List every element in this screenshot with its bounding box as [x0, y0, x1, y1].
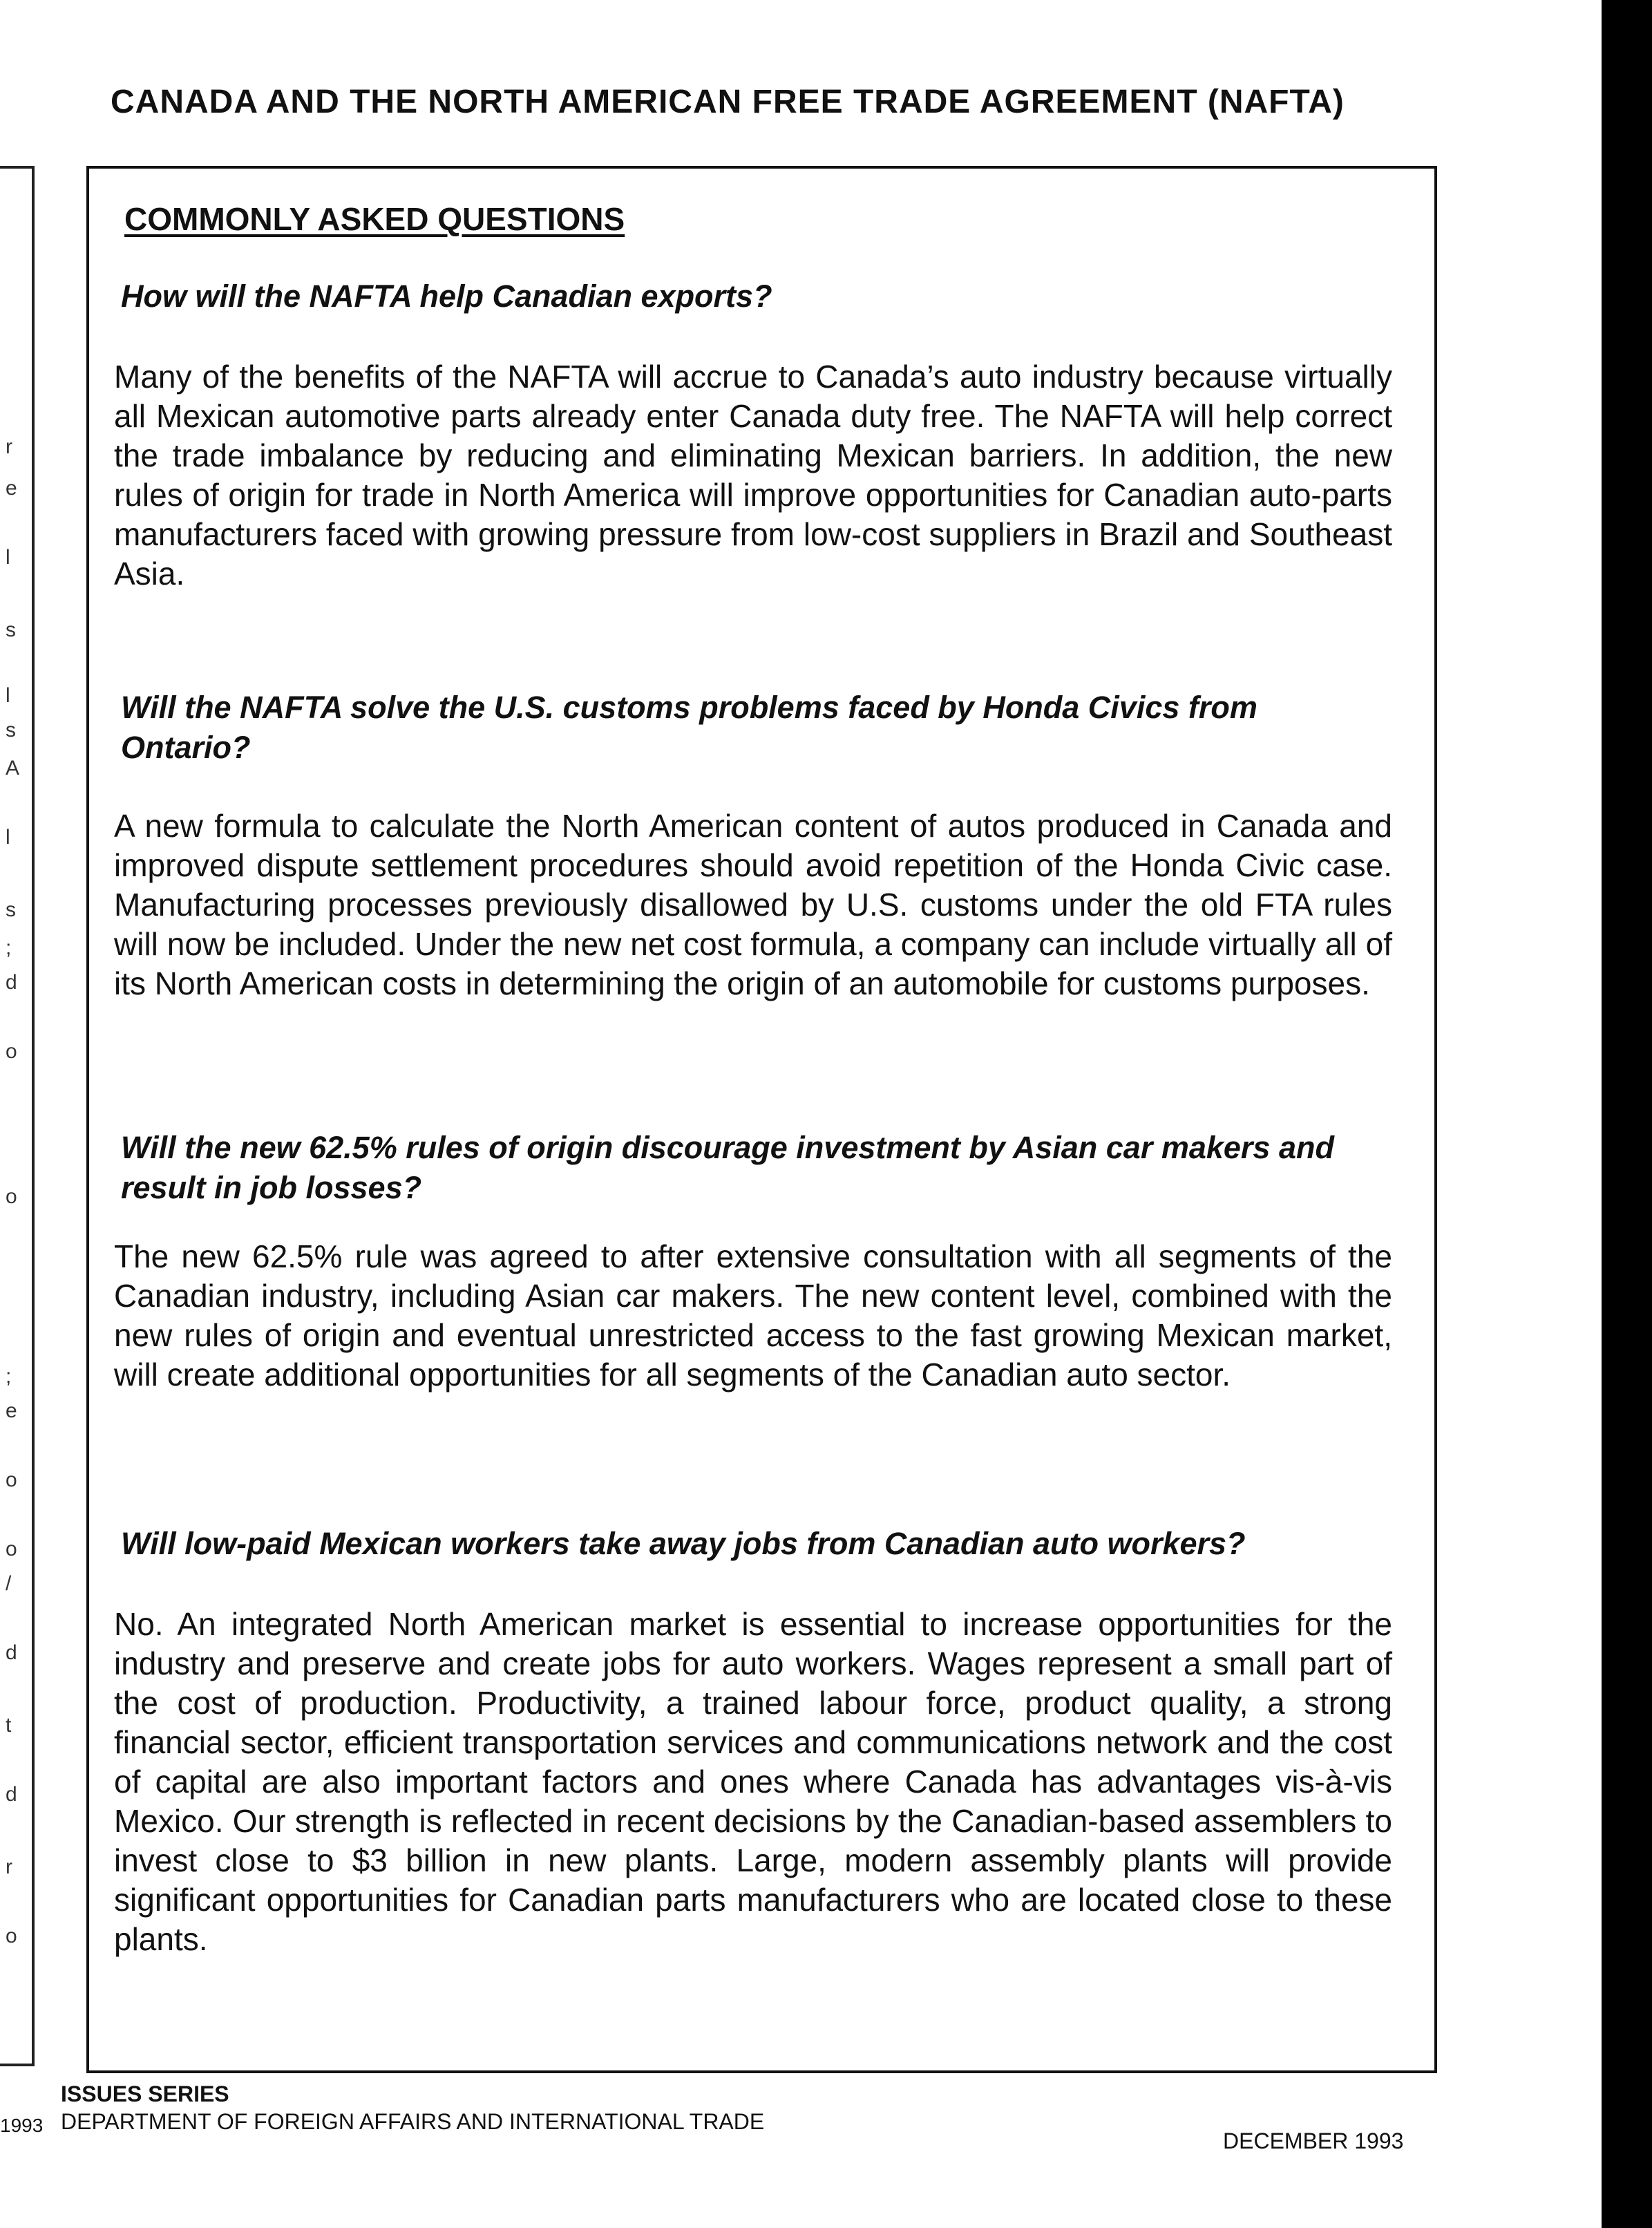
margin-fragment: d [6, 1641, 17, 1664]
margin-fragment: r [6, 435, 12, 458]
margin-fragment: e [6, 477, 17, 500]
margin-fragment: ; [6, 936, 12, 959]
question-1: How will the NAFTA help Canadian exports? [121, 278, 772, 314]
margin-fragment: o [6, 1538, 17, 1560]
question-3: Will the new 62.5% rules of origin discourage investment by Asian car makers and result in job losses? [121, 1130, 1334, 1205]
margin-fragment: s [6, 898, 16, 921]
margin-fragment: o [6, 1925, 17, 1947]
margin-fragment: A [6, 757, 20, 780]
margin-fragment: l [6, 826, 10, 849]
margin-fragment: o [6, 1469, 17, 1491]
answer-3: The new 62.5% rule was agreed to after extensive consultation with all segments of the Canadian industry, including Asian car makers. The new content level, combined with the new rules of origin and eventual unrestricted access to the fast growing Mexican market, will create additional opportunities for all segments of the Canadian auto sector. [114, 1238, 1392, 1392]
footer-department: DEPARTMENT OF FOREIGN AFFAIRS AND INTERNATIONAL TRADE [61, 2109, 765, 2134]
margin-fragment: e [6, 1399, 17, 1422]
margin-fragment: ; [6, 1365, 12, 1388]
margin-fragment: o [6, 1185, 17, 1208]
footer-series: ISSUES SERIES [61, 2081, 229, 2106]
margin-fragment: d [6, 971, 17, 994]
scan-dark-edge [1602, 0, 1652, 2228]
margin-fragment: s [6, 719, 16, 742]
footer-margin-year: 1993 [0, 2115, 44, 2136]
section-heading: COMMONLY ASKED QUESTIONS [124, 201, 625, 237]
answer-2: A new formula to calculate the North American content of autos produced in Canada and improved dispute settlement procedures should avoid repetition of the Honda Civic case. Manufacturing processes previously disallowed by U.S. customs under the old FTA rules will now be included. Under the new net cost formula, a company can include virtually all of its North American costs in determining the origin of an automobile for customs purposes. [114, 808, 1392, 1001]
margin-fragment: r [6, 1856, 12, 1878]
question-4: Will low-paid Mexican workers take away jobs from Canadian auto workers? [121, 1526, 1246, 1561]
margin-fragment: / [6, 1572, 12, 1595]
page-title: CANADA AND THE NORTH AMERICAN FREE TRADE AGREEMENT (NAFTA) [111, 84, 1345, 120]
margin-fragment: s [6, 619, 16, 641]
margin-fragment: l [6, 546, 10, 569]
margin-fragment: t [6, 1714, 12, 1737]
answer-4: No. An integrated North American market is essential to increase opportunities for the industry and preserve and create jobs for auto workers. Wages represent a small part of the cost of production. Productivity, a trained labour force, product quality, a strong financial sector, efficient transportation services and communications network and the cost of capital are also important factors and ones where Canada has advantages vis-à-vis Mexico. Our strength is reflected in recent decisions by the Canadian-based assemblers to invest close to $3 billion in new plants. Large, modern assembly plants will provide significant opportunities for Canadian parts manufacturers who are located close to these plants. [114, 1606, 1392, 1957]
margin-fragment: l [6, 684, 10, 707]
margin-fragment: o [6, 1040, 17, 1063]
footer-date: DECEMBER 1993 [1223, 2128, 1404, 2153]
margin-fragment: d [6, 1783, 17, 1806]
answer-1: Many of the benefits of the NAFTA will accrue to Canada’s auto industry because virtually all Mexican automotive parts already enter Canada duty free. The NAFTA will help correct the trade imbalance by reducing and eliminating Mexican barriers. In addition, the new rules of origin for trade in North America will improve opportunities for Canadian auto-parts manufacturers faced with growing pressure from low-cost suppliers in Brazil and Southeast Asia. [114, 359, 1392, 592]
question-2: Will the NAFTA solve the U.S. customs problems faced by Honda Civics from Ontario? [121, 690, 1257, 765]
